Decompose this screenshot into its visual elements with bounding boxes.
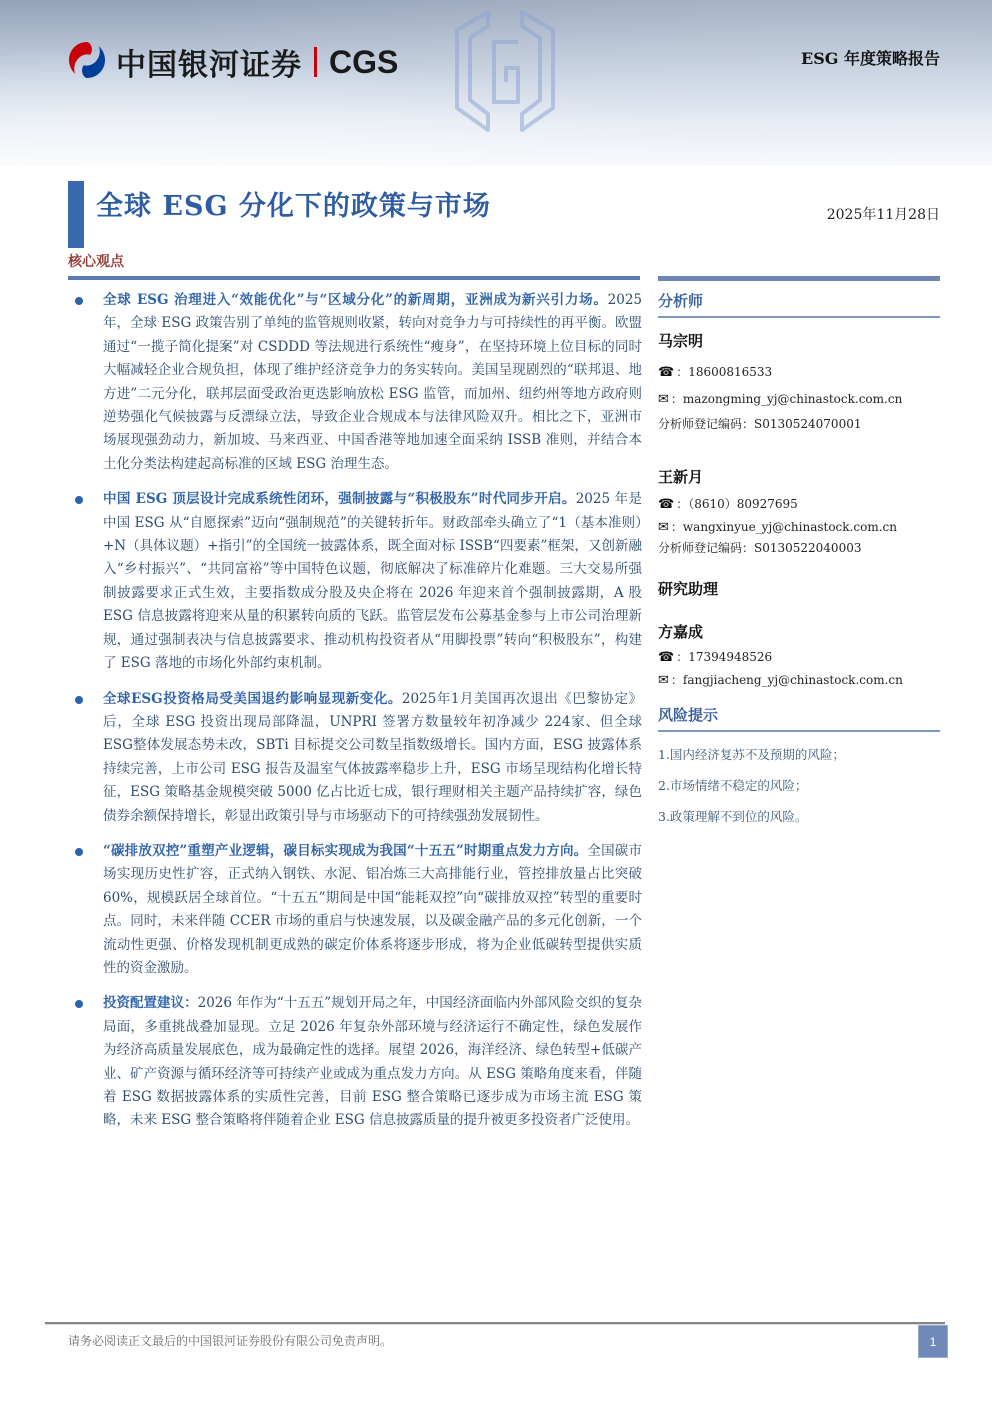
phone-icon: ☎: [658, 497, 675, 512]
report-type-label: ESG 年度策略报告: [801, 49, 940, 68]
analyst-email-line: [658, 518, 940, 535]
analyst-heading-underline: [658, 316, 940, 318]
main-column-rule: [68, 276, 640, 280]
bullet-lead: 投资配置建议：: [103, 995, 198, 1012]
list-item: [68, 840, 642, 980]
core-view-heading: 核心观点: [68, 254, 124, 270]
bullet-body: 2026 年作为“十五五”规划开局之年，中国经济面临内外部风险交织的复杂局面，多重挑战叠加显现。立足 2026 年复杂外部环境与经济运行不确定性，绿色发展作为经济高质量发展底色，成为最确定性的选择。展望 2026，海洋经济、绿色转型+低碳产业、矿产资源与循环经济等可持续产业或成为重点发力方向。从 ESG 策略角度来看，伴随着 ESG 数据披露体系的实质性完善，目前 ESG 整合策略已逐步成为市场主流 ESG 策略，未来 ESG 整合策略将伴随着企业 ESG 信息披露质量的提升被更多投资者广泛使用。: [103, 995, 643, 1129]
assistant-name: 方嘉成: [658, 623, 704, 641]
title-accent-bar: [68, 181, 84, 248]
analyst-phone-line: [658, 363, 940, 380]
list-item: [68, 688, 642, 828]
core-view-list: [68, 289, 642, 1145]
risk-item: 1.国内经济复苏不及预期的风险；: [658, 747, 845, 762]
assistant-phone-line: [658, 648, 940, 665]
list-item: [68, 488, 642, 675]
bullet-dot-icon: [75, 297, 83, 305]
bullet-body: 2025 年，全球 ESG 政策告别了单纯的监管规则收紧，转向对竞争力与可持续性的再平衡。欧盟通过“一揽子简化提案”对 CSDDD 等法规进行系统性“瘦身”，在坚持环境上位目标的同时大幅减轻企业合规负担，体现了维护经济竞争力的务实转向。美国呈现剧烈的“联邦退、地方进”二元分化，联邦层面受政治更迭影响放松 ESG 监管，而加州、纽约州等地方政府则逆势强化气候披露与反漂绿立法，导致企业合规成本与法律风险双升。相比之下，亚洲市场展现强劲动力，新加坡、马来西亚、中国香港等地加速全面采纳 ISSB 准则，并结合本土化分类法构建起高标准的区域 ESG 治理生态。: [103, 292, 642, 472]
bullet-body: 全国碳市场实现历史性扩容，正式纳入钢铁、水泥、铝冶炼三大高排能行业，管控排放量占比突破 60%，规模跃居全球首位。“十五五”期间是中国“能耗双控”向“碳排放双控”转型的重要时点。同时，未来伴随 CCER 市场的重启与快速发展，以及碳金融产品的多元化创新，一个流动性更强、价格发现机制更成熟的碳定价体系将逐步形成，将为企业低碳转型提供实质性的资金激励。: [103, 842, 643, 976]
bullet-dot-icon: [75, 696, 83, 704]
analyst-sidebar: [658, 276, 940, 825]
risk-item: 3.政策理解不到位的风险。: [658, 809, 808, 824]
analyst-registration: 分析师登记编码：S0130524070001: [658, 417, 862, 431]
brand-divider: [314, 47, 317, 77]
assistant-email: ：fangjiacheng_yj@chinastock.com.cn: [670, 673, 903, 687]
assistant-email-line: [658, 671, 940, 688]
email-icon: ✉: [658, 673, 669, 688]
bullet-body: 2025 年是中国 ESG 从“自愿探索”迈向“强制规范”的关键转折年。财政部牵头确立了“1（基本准则）+N（具体议题）+指引”的全国统一披露体系，既全面对标 ISSB“四要素”框架，又创新融入“乡村振兴”、“共同富裕”等中国特色议题，彻底解决了标准碎片化难题。三大交易所强制披露要求正式生效，主要指数成分股及央企将在 2026 年迎来首个强制披露期，A 股 ESG 信息披露将迎来从量的积累转向质的飞跃。监管层发布公募基金参与上市公司治理新规，通过强制表决与信息披露要求、推动机构投资者从“用脚投票”转向“积极股东”，构建了 ESG 落地的市场化外部约束机制。: [103, 491, 642, 672]
phone-icon: ☎: [658, 365, 675, 380]
brand-name-cn: 中国银河证券: [116, 49, 302, 82]
assistant-phone: ：17394948526: [676, 650, 773, 664]
phone-icon: ☎: [658, 650, 675, 665]
risk-item: 2.市场情绪不稳定的风险；: [658, 778, 808, 793]
footer-rule: [45, 1322, 945, 1325]
assistant-heading: 研究助理: [658, 580, 719, 598]
analyst-phone: ：18600816533: [676, 365, 773, 379]
analyst-phone: ：（8610）80927695: [676, 497, 798, 511]
bullet-lead: 全球 ESG 治理进入“效能优化”与“区域分化”的新周期，亚洲成为新兴引力场。: [103, 292, 608, 308]
cgs-watermark-icon: [430, 6, 580, 140]
analyst-registration: 分析师登记编码：S0130522040003: [658, 541, 862, 555]
analyst-phone-line: [658, 495, 940, 512]
email-icon: ✉: [658, 392, 669, 407]
bullet-lead: 中国 ESG 顶层设计完成系统性闭环，强制披露与“积极股东”时代同步开启。: [103, 491, 576, 508]
analyst-email: ：mazongming_yj@chinastock.com.cn: [670, 392, 903, 406]
report-date: 2025年11月28日: [826, 207, 940, 223]
bullet-dot-icon: [75, 496, 83, 504]
company-logo: [68, 40, 398, 84]
bullet-dot-icon: [75, 848, 83, 856]
risk-heading: 风险提示: [658, 706, 719, 724]
analyst-email-line: [658, 390, 940, 407]
galaxy-swirl-icon: [68, 41, 106, 83]
analyst-name: 王新月: [658, 468, 704, 486]
analyst-email: ：wangxinyue_yj@chinastock.com.cn: [670, 520, 897, 534]
email-icon: ✉: [658, 520, 669, 535]
brand-name-en: CGS: [329, 43, 399, 80]
bullet-dot-icon: [75, 1000, 83, 1008]
page-title: 全球 ESG 分化下的政策与市场: [96, 191, 491, 222]
list-item: [68, 992, 642, 1132]
bullet-lead: 全球ESG投资格局受美国退约影响显现新变化。: [103, 690, 402, 707]
list-item: [68, 289, 642, 476]
footer-disclaimer: 请务必阅读正文最后的中国银河证券股份有限公司免责声明。: [68, 1334, 393, 1348]
header-banner: [0, 0, 992, 166]
risk-heading-underline: [658, 730, 940, 732]
analyst-heading: 分析师: [658, 292, 704, 310]
page-number-badge: 1: [918, 1325, 948, 1358]
sidebar-top-bar: [658, 276, 940, 281]
analyst-name: 马宗明: [658, 332, 704, 350]
bullet-body: 2025年1月美国再次退出《巴黎协定》后，全球 ESG 投资出现局部降温，UNPRI 签署方数量较年初净减少 224家、但全球 ESG整体发展态势未改，SBTi 目标提交公司数呈指数级增长。国内方面，ESG 披露体系持续完善，上市公司 ESG 报告及温室气体披露率稳步上升，ESG 市场呈现结构化增长特征，ESG 策略基金规模突破 5000 亿占比近七成，银行理财相关主题产品持续扩容，绿色债券余额保持增长，彰显出政策引导与市场驱动下的可持续强劲发展韧性。: [103, 690, 642, 824]
bullet-lead: “碳排放双控”重塑产业逻辑，碳目标实现成为我国“十五五”时期重点发力方向。: [103, 842, 588, 859]
